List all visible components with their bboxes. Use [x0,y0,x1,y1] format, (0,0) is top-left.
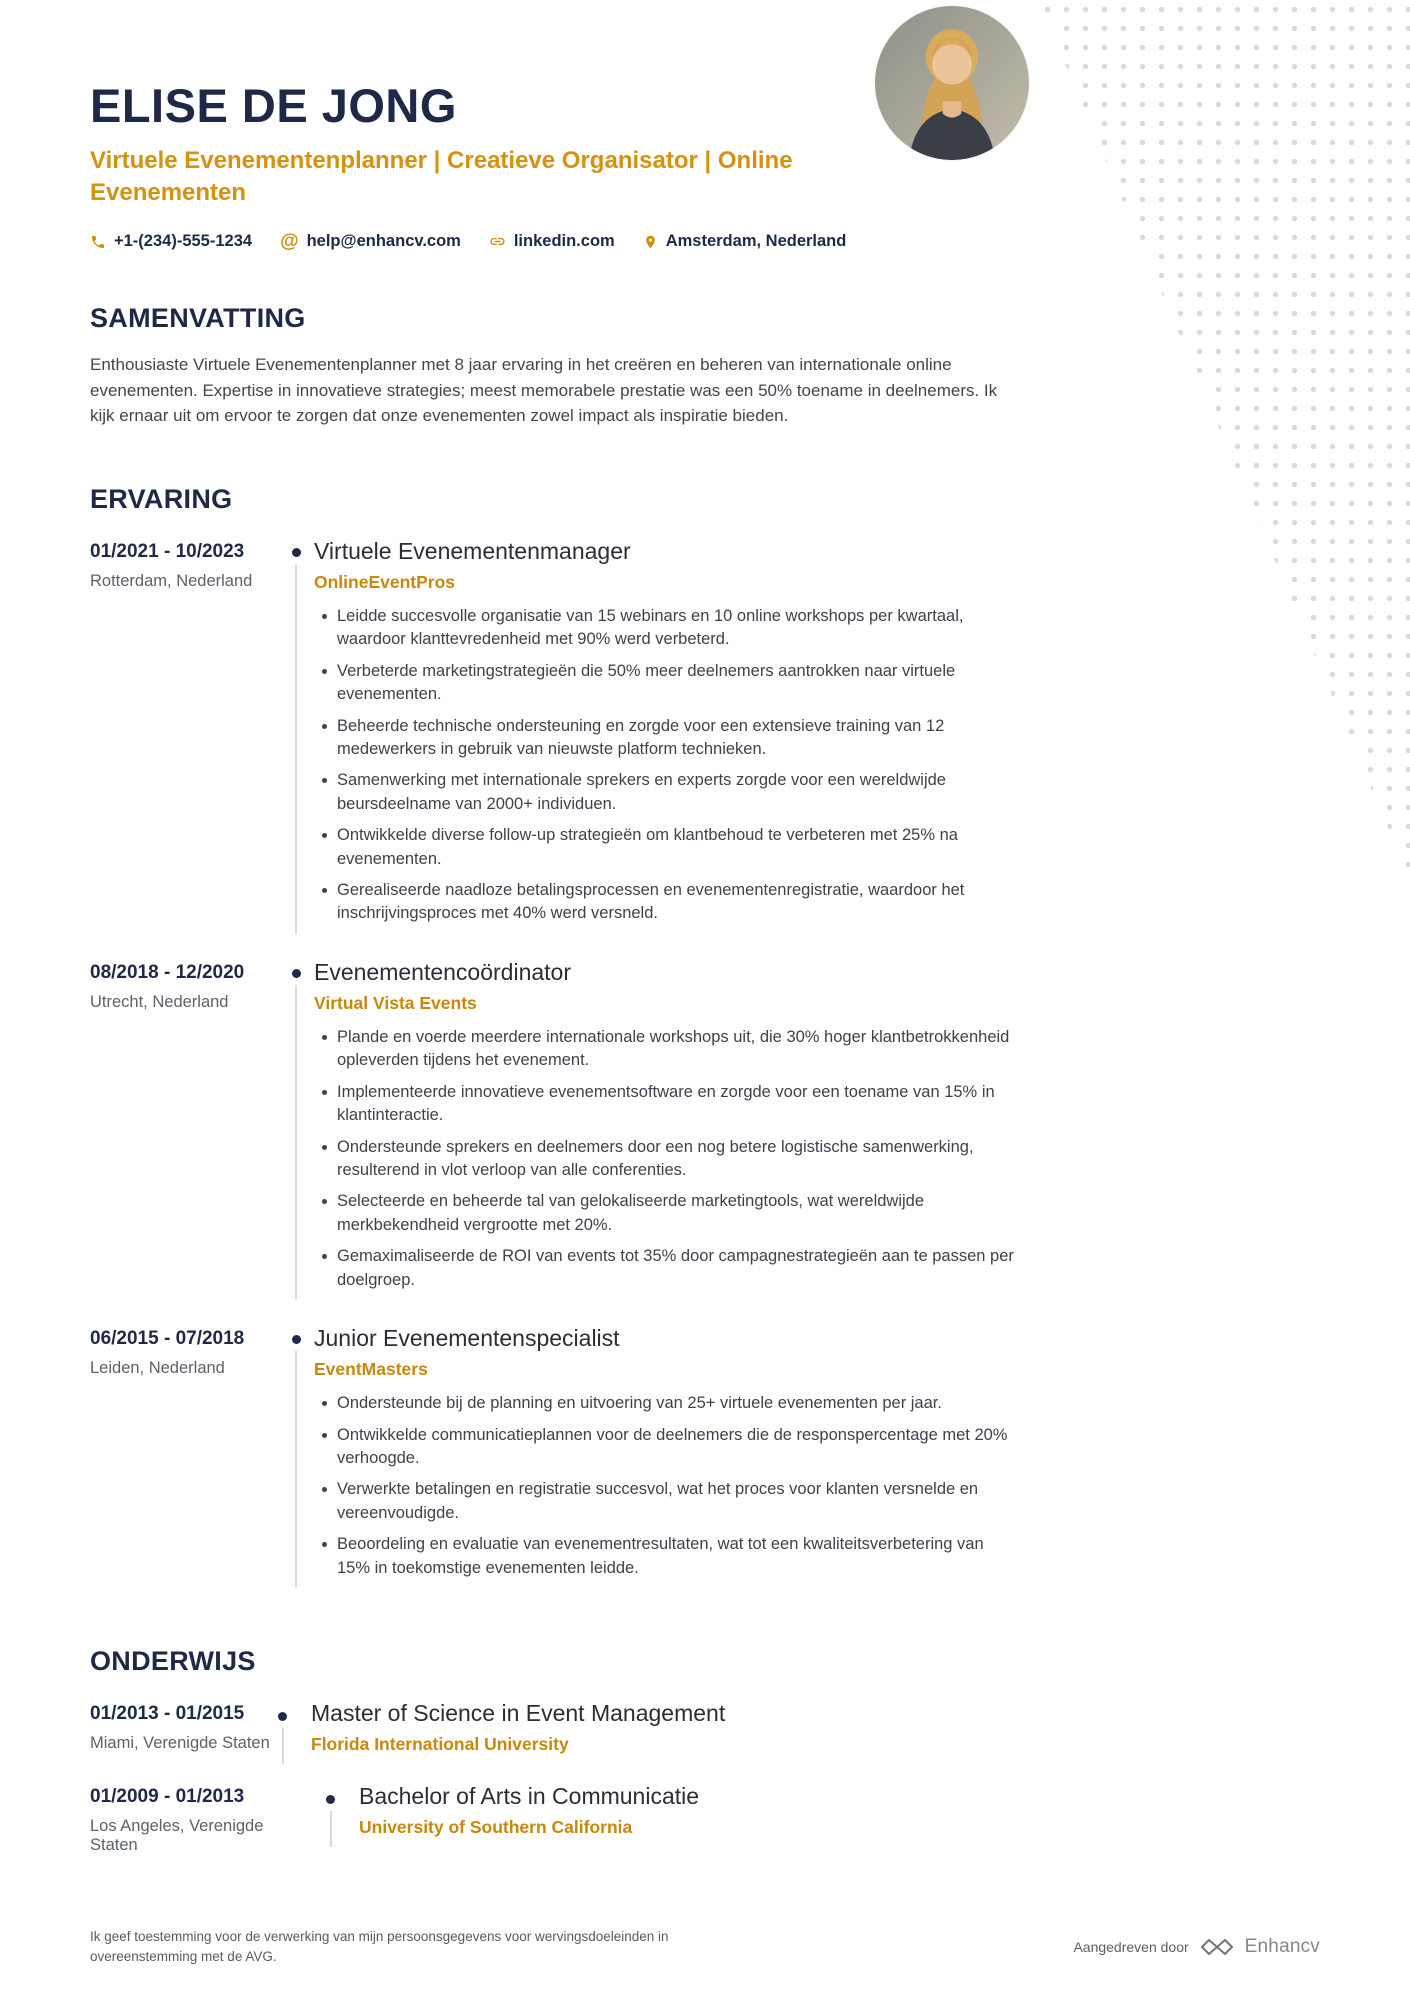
entry-meta [90,1703,278,1764]
powered-by[interactable] [1073,1936,1320,1958]
bullet-item: Ontwikkelde communicatieplannen voor de deelnemers die de responspercentage met 20% verhoogde. [314,1424,1019,1471]
bullet-item: Selecteerde en beheerde tal van gelokaliseerde marketingtools, wat wereldwijde merkbekendheid vergrootte met 20%. [314,1190,1019,1237]
gdpr-consent-text: Ik geef toestemming voor de verwerking van mijn persoonsgegevens voor wervingsdoeleinden in overeenstemming met de AVG. [90,1928,669,1964]
experience-section [90,484,1320,1588]
timeline-marker [278,1703,287,1764]
timeline-marker [278,541,314,934]
entry-meta [90,962,278,1300]
summary-section [90,303,1320,429]
bullet-item: Gemaximaliseerde de ROI van events tot 35% door campagnestrategieën aan te passen per doelgroep. [314,1245,1019,1292]
timeline-marker [326,1786,335,1855]
bullet-item: Implementeerde innovatieve evenementsoftware en zorgde voor een toename van 15% in klantinteractie. [314,1081,1019,1128]
bullet-list [314,1026,1019,1292]
bullet-item: Verwerkte betalingen en registratie succesvol, wat het proces voor klanten versnelde en vereenvoudigde. [314,1478,1019,1525]
entry-dates: 08/2018 - 12/2020 [90,961,245,983]
entry-location: Rotterdam, Nederland [90,571,253,590]
bullet-item: Beheerde technische ondersteuning en zorgde voor een extensieve training van 12 medewerkers in gebruik van nieuwste platform technieken. [314,715,1019,762]
timeline-marker [278,962,314,1300]
portrait-placeholder [875,6,1029,160]
education-body [326,1783,1320,1855]
company-name: EventMasters [314,1359,428,1380]
bullet-item: Ondersteunde sprekers en deelnemers door een nog betere logistische samenwerking, resulterend in vlot verloop van alle conferenties. [314,1136,1019,1183]
bullet-item: Ondersteunde bij de planning en uitvoering van 25+ virtuele evenementen per jaar. [314,1392,1019,1415]
bullet-item: Ontwikkelde diverse follow-up strategieën om klantbehoud te verbeteren met 25% na evenementen. [314,824,1019,871]
entry-dates: 01/2009 - 01/2013 [90,1786,245,1808]
timeline-dot [278,1712,287,1721]
bullet-item: Samenwerking met internationale sprekers en experts zorgde voor een wereldwijde beursdeelname van 2000+ individuen. [314,769,1019,816]
job-title: Evenementencoördinator [314,958,571,985]
timeline-dot [292,969,301,978]
phone-text: +1-(234)-555-1234 [114,232,253,251]
education-entry [90,1700,1320,1764]
email-text: help@enhancv.com [306,232,461,251]
location-text: Amsterdam, Nederland [665,232,847,251]
link-icon [489,233,506,250]
education-entry [90,1783,1320,1855]
email-link[interactable] [280,232,461,251]
school-name: University of Southern California [359,1817,633,1838]
page-footer [90,1927,1320,1968]
resume-header [0,0,1410,251]
entry-body [314,537,1019,934]
school-name: Florida International University [311,1734,569,1755]
person-name: ELISE DE JONG [90,79,457,132]
education-body [278,1700,1320,1764]
location-pin-icon [643,234,658,250]
headline: Virtuele Evenementenplanner | Creatieve Organisator | Online Evenementen [90,147,793,206]
company-name: Virtual Vista Events [314,992,477,1013]
bullet-item: Gerealiseerde naadloze betalingsprocessen en evenementenregistratie, waardoor het inschrijvingsproces met 40% werd versneld. [314,879,1019,926]
company-name: OnlineEventPros [314,571,456,592]
education-section [90,1646,1320,1855]
entry-location: Miami, Verenigde Staten [90,1734,270,1753]
at-icon: @ [280,231,299,253]
degree-title: Bachelor of Arts in Communicatie [359,1783,700,1810]
education-heading: ONDERWIJS [90,1646,256,1677]
timeline-line [295,1351,297,1588]
experience-entry [90,537,1320,934]
bullet-item: Plande en voerde meerdere internationale workshops uit, die 30% hoger klantbetrokkenheid opleverden tijdens het evenement. [314,1026,1019,1073]
entry-meta [90,1786,278,1855]
entry-location: Los Angeles, Verenigde Staten [90,1817,264,1855]
timeline-dot [292,548,301,557]
entry-meta [90,1328,278,1588]
summary-heading: SAMENVATTING [90,303,306,334]
entry-meta [90,541,278,934]
degree-title: Master of Science in Event Management [311,1700,726,1727]
experience-entry [90,1325,1320,1588]
entry-body [314,958,1019,1300]
job-title: Virtuele Evenementenmanager [314,537,631,564]
timeline-line [295,564,297,934]
powered-by-label: Aangedreven door [1073,1938,1189,1955]
job-title: Junior Evenementenspecialist [314,1325,620,1352]
linkedin-text: linkedin.com [513,232,615,251]
entry-dates: 01/2013 - 01/2015 [90,1703,245,1725]
phone-icon [90,234,106,250]
bullet-item: Verbeterde marketingstrategieën die 50% meer deelnemers aantrokken naar virtuele evenementen. [314,660,1019,707]
profile-photo [875,6,1029,160]
experience-heading: ERVARING [90,483,233,514]
timeline-dot [326,1795,335,1804]
timeline-line [330,1811,332,1847]
entry-location: Utrecht, Nederland [90,992,229,1011]
summary-text: Enthousiaste Virtuele Evenementenplanner met 8 jaar ervaring in het creëren en beheren van internationale online evenementen. Expertise in innovatieve strategies; meest memorabele prestatie was een 50% toename in deelnemers. Ik kijk ernaar uit om ervoor te zorgen dat onze evenementen zowel impact als inspiratie bieden. [90,355,998,426]
location-item [643,232,847,251]
phone-link[interactable] [90,232,252,251]
timeline-line [282,1728,284,1764]
entry-dates: 01/2021 - 10/2023 [90,540,245,562]
timeline-line [295,985,297,1300]
enhancv-logo-icon [1199,1937,1235,1957]
timeline-dot [292,1335,301,1344]
bullet-list [314,1392,1019,1580]
bullet-list [314,605,1019,926]
contact-row [90,232,1320,251]
experience-entry [90,958,1320,1300]
bullet-item: Leidde succesvolle organisatie van 15 webinars en 10 online workshops per kwartaal, waardoor klanttevredenheid met 90% werd verbeterd. [314,605,1019,652]
entry-body [314,1325,1019,1588]
entry-location: Leiden, Nederland [90,1359,225,1378]
enhancv-brand-text: Enhancv [1244,1935,1320,1957]
entry-dates: 06/2015 - 07/2018 [90,1328,245,1350]
linkedin-link[interactable] [489,232,615,251]
bullet-item: Beoordeling en evaluatie van evenementresultaten, wat tot een kwaliteitsverbetering van 15% in toekomstige evenementen leidde. [314,1533,1019,1580]
timeline-marker [278,1328,314,1588]
